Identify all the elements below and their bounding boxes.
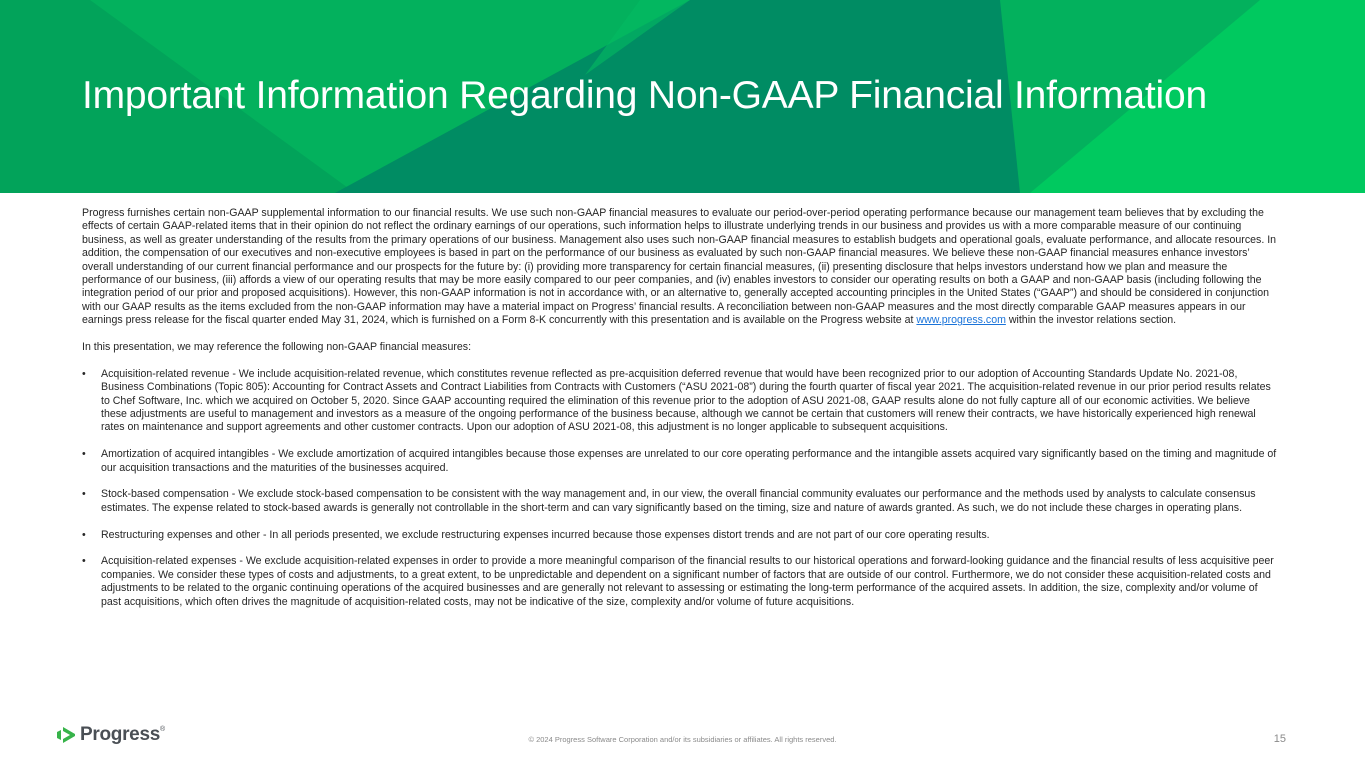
list-item [82, 529, 1278, 542]
list-item-text: Restructuring expenses and other - In all periods presented, we exclude restructuring expenses incurred because those expenses distort trends and are not part of our core operating results. [101, 528, 990, 541]
list-item-text: Amortization of acquired intangibles - We exclude amortization of acquired intangibles because those expenses are unrelated to our core operating performance and the intangible assets acquired vary significantly based on the timing and magnitude of our acquisition transactions and the maturities of the businesses acquired. [101, 448, 1277, 474]
page-title: Important Information Regarding Non-GAAP Financial Information [82, 74, 1207, 117]
body-content [82, 207, 1278, 622]
header-banner [0, 0, 1365, 193]
list-item [82, 448, 1278, 475]
list-item [82, 488, 1278, 515]
page-number: 15 [1273, 733, 1286, 745]
list-item-text: Stock-based compensation - We exclude stock-based compensation to be consistent with the way management and, in our view, the overall financial community evaluates our performance and the methods used by analysts to calculate consensus estimates. The expense related to stock-based awards is generally not controllable in the short-term and can vary significantly based on the timing, size and nature of awards granted. As such, we do not include these charges in operating plans. [101, 488, 1256, 514]
list-item-text: Acquisition-related revenue - We include acquisition-related revenue, which constitutes revenue reflected as pre-acquisition deferred revenue that would have been recognized prior to our adoption of Accounting Standards Update No. 2021-08, Business Combinations (Topic 805): Accounting for Contract Assets and Contract Liabilities from Contracts with Customers (“ASU 2021-08”) during the fourth quarter of fiscal year 2021. The acquisition-related revenue in our prior period results relates to Chef Software, Inc. which we acquired on October 5, 2020. Since GAAP accounting required the elimination of this revenue prior to the adoption of ASU 2021-08, GAAP results alone do not fully capture all of our economic activities. We believe these adjustments are useful to management and investors as a measure of the ongoing performance of the business because, although we cannot be certain that customers will renew their contracts, we have historically experienced high renewal rates on maintenance and support agreements and other customer contracts. Upon our adoption of ASU 2021-08, this adjustment is no longer applicable to subsequent acquisitions. [101, 367, 1271, 434]
bullet-icon: • [82, 528, 86, 541]
list-item [82, 368, 1278, 435]
registered-mark: ® [159, 725, 166, 733]
bullet-icon: • [82, 555, 86, 568]
intro-text-end: within the investor relations section. [1005, 314, 1177, 327]
bullet-icon: • [82, 448, 86, 461]
progress-website-link[interactable]: www.progress.com [916, 314, 1006, 327]
logo-text: Progress [80, 724, 160, 745]
bullet-icon: • [82, 488, 86, 501]
intro-text: Progress furnishes certain non-GAAP supplemental information to our financial results. We use such non-GAAP financial measures to evaluate our period-over-period operating performance because our management team believes that by excluding the effects of certain GAAP-related items that in their opinion do not reflect the ordinary earnings of our operations, such information helps to illustrate underlying trends in our business and provides us with a more comparable measure of our continuing business, as well as greater understanding of the results from the primary operations of our business. Management also uses such non-GAAP financial measures to establish budgets and operational goals, evaluate performance, and allocate resources. In addition, the compensation of our executives and non-executive employees is based in part on the performance of our business as evaluated by such non-GAAP financial measures. We believe these non-GAAP financial measures enhance investors’ overall understanding of our current financial performance and our prospects for the future by: (i) providing more transparency for certain financial measures, (ii) presenting disclosure that helps investors understand how we plan and measure the performance of our business, (iii) affords a view of our operating results that may be more easily compared to our peer companies, and (iv) enables investors to consider our operating results on both a GAAP and non-GAAP basis (including following the integration period of our prior and proposed acquisitions). However, this non-GAAP information is not in accordance with, or an alternative to, generally accepted accounting principles in the United States (“GAAP”) and should be considered in conjunction with our GAAP results as the items excluded from the non-GAAP information may have a material impact on Progress’ financial results. A reconciliation between non-GAAP measures and the most directly comparable GAAP measures appears in our earnings press release for the fiscal quarter ended May 31, 2024, which is furnished on a Form 8-K concurrently with this presentation and is available on the Progress website at [82, 207, 1277, 327]
copyright-notice: © 2024 Progress Software Corporation and/or its subsidiaries or affiliates. All rights reserved. [528, 735, 837, 744]
list-item [82, 555, 1278, 609]
measures-list [82, 368, 1278, 609]
bullet-icon: • [82, 367, 86, 380]
list-item-text: Acquisition-related expenses - We exclude acquisition-related expenses in order to provide a more meaningful comparison of the financial results to our historical operations and forward-looking guidance and the financial results of less acquisitive peer companies. We consider these types of costs and adjustments, to a great extent, to be unpredictable and dependent on a significant number of factors that are outside of our control. Furthermore, we do not consider these acquisition-related costs and adjustments to be related to the organic continuing operations of the acquired businesses and are generally not relevant to assessing or estimating the long-term performance of the acquired assets. In addition, the size, complexity and/or volume of past acquisitions, which often drives the magnitude of acquisition-related costs, may not be indicative of the size, complexity and/or volume of future acquisitions. [101, 555, 1274, 608]
lead-in-text: In this presentation, we may reference the following non-GAAP financial measures: [82, 341, 472, 354]
intro-paragraph [82, 207, 1278, 328]
